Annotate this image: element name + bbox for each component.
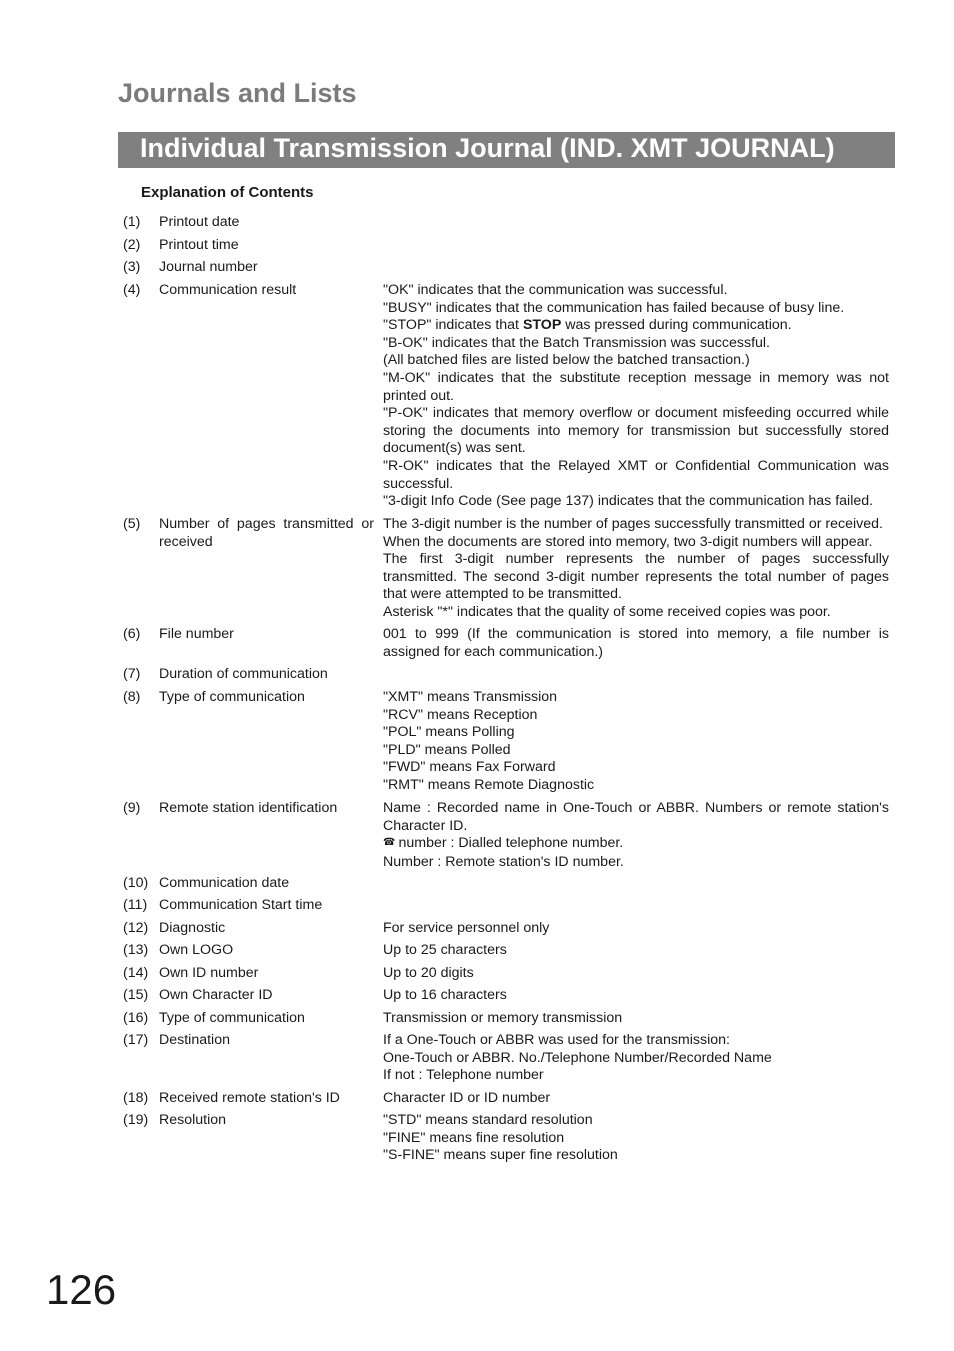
description-line [383,405,889,423]
text-run: successful. [383,475,454,492]
description-line [383,300,889,318]
description-line [383,476,889,494]
item-description [383,1010,889,1028]
text-run: storing the documents into memory for transmission but successfully stored [383,422,889,439]
text-run: Name : Recorded name in One-Touch or ABBR. Numbers or remote station's [383,800,889,816]
description-line [383,440,889,458]
section-title: Journals and Lists [118,78,357,108]
item-number: (19) [123,1112,149,1128]
text-run: "STD" means standard resolution [383,1112,593,1128]
item-number: (17) [123,1032,149,1048]
description-line [383,1032,889,1050]
text-run: "OK" indicates that the communication was successful. [383,282,728,298]
description-line [383,516,889,534]
text-run: "FINE" means fine resolution [383,1129,565,1146]
description-line [383,551,889,569]
item-description [383,965,889,983]
explanation-subheading: Explanation of Contents [141,184,314,201]
description-line [383,1130,889,1148]
item-number: (6) [123,626,141,642]
text-run: "PLD" means Polled [383,741,511,758]
description-line [383,370,889,388]
text-run: If not : Telephone number [383,1067,544,1084]
description-line [383,759,889,777]
item-number: (10) [123,875,149,891]
text-run: transmitted. The second 3-digit number represents the total number of pages [383,568,889,585]
description-line [383,742,889,760]
item-number: (1) [123,214,141,230]
description-line [383,1090,889,1108]
item-description [383,282,889,511]
text-run: Up to 20 digits [383,965,474,981]
description-line [383,282,889,300]
text-run: "R-OK" indicates that the Relayed XMT or Confidential Communication was [383,457,889,474]
description-line [383,352,889,370]
item-label: Remote station identification [159,800,338,816]
description-line [383,777,889,795]
text-run: "XMT" means Transmission [383,689,558,705]
description-line [383,835,889,854]
item-number: (11) [123,897,148,913]
item-description [383,1112,889,1165]
description-line [383,818,889,836]
description-line [383,1050,889,1068]
text-run: "P-OK" indicates that memory overflow or document misfeeding occurred while [383,405,889,422]
description-line [383,1112,889,1130]
text-run: "BUSY" indicates that the communication has failed because of busy line. [383,299,845,316]
text-run: Up to 25 characters [383,942,507,958]
item-description [383,1032,889,1085]
description-line [383,317,889,335]
text-run: Number : Remote station's ID number. [383,853,624,870]
item-number: (12) [123,920,149,936]
description-line [383,689,889,707]
item-label: Destination [159,1032,230,1048]
item-label: Printout date [159,214,240,230]
text-run: assigned for each communication.) [383,643,604,660]
description-line [383,586,889,604]
text-run: The first 3-digit number represents the number of pages successfully [383,551,889,568]
description-line [383,423,889,441]
description-line [383,534,889,552]
text-run: "B-OK" indicates that the Batch Transmission was successful. [383,334,770,351]
item-description [383,942,889,960]
text-run: When the documents are stored into memory, two 3-digit numbers will appear. [383,533,873,550]
item-label: Journal number [159,259,258,275]
description-line [383,724,889,742]
text-run: "3-digit Info Code (See page 137) indicates that the communication has failed. [383,493,874,510]
text-run: 001 to 999 (If the communication is stored into memory, a file number is [383,626,889,642]
text-run: Asterisk "*" indicates that the quality of some received copies was poor. [383,603,831,620]
description-line [383,458,889,476]
text-run: (All batched files are listed below the batched transaction.) [383,352,750,369]
item-number: (3) [123,259,141,275]
page-number: 126 [46,1266,117,1313]
item-number: (14) [123,965,149,981]
text-run: Character ID. [383,817,468,834]
item-label: Type of communication [159,1010,305,1026]
item-description [383,689,889,795]
description-line [383,942,889,960]
text-run: Up to 16 characters [383,987,507,1003]
text-run: document(s) was sent. [383,440,526,457]
text-run: printed out. [383,387,454,404]
item-label: Own LOGO [159,942,234,958]
item-label: Resolution [159,1112,227,1128]
text-run: "S-FINE" means super fine resolution [383,1147,618,1164]
text-run: "RMT" means Remote Diagnostic [383,776,595,793]
description-line [383,707,889,725]
description-line [383,1147,889,1165]
item-number: (9) [123,800,141,816]
item-number: (13) [123,942,149,958]
text-run: "RCV" means Reception [383,706,538,723]
item-number: (8) [123,689,141,705]
item-label: Own ID number [159,965,259,981]
item-number: (4) [123,282,141,298]
description-line [383,626,889,644]
item-label: Communication result [159,282,297,298]
item-label: Own Character ID [159,987,273,1003]
description-line [383,987,889,1005]
text-run: Character ID or ID number [383,1090,551,1106]
text-run: number : Dialled telephone number. [398,835,624,852]
item-label: Type of communication [159,689,305,705]
item-number: (2) [123,237,141,253]
description-line [383,920,889,938]
text-run: For service personnel only [383,920,550,936]
item-label: Duration of communication [159,666,328,682]
description-line [383,1010,889,1028]
text-run: One-Touch or ABBR. No./Telephone Number/Recorded Name [383,1049,772,1066]
item-number: (16) [123,1010,149,1026]
description-line [383,644,889,662]
text-run: Transmission or memory transmission [383,1010,623,1026]
item-description [383,920,889,938]
text-run: "POL" means Polling [383,724,515,741]
page-title: Individual Transmission Journal (IND. XMT JOURNAL) [140,133,835,163]
item-label: Communication Start time [159,897,323,913]
item-number: (7) [123,666,141,682]
item-number: (5) [123,516,141,532]
item-description [383,1090,889,1108]
text-run: The 3-digit number is the number of pages successfully transmitted or received. [383,516,883,532]
description-line [383,965,889,983]
item-label: Received remote station's ID [159,1090,340,1106]
item-description [383,987,889,1005]
description-line [383,604,889,622]
description-line [383,854,889,872]
text-run: "M-OK" indicates that the substitute reception message in memory was not [383,369,889,386]
item-description [383,626,889,661]
item-label: File number [159,626,234,642]
item-label: Printout time [159,237,239,253]
description-line [383,335,889,353]
item-label: Communication date [159,875,290,891]
item-description [383,800,889,871]
text-run: If a One-Touch or ABBR was used for the transmission: [383,1032,730,1048]
description-line [383,493,889,511]
item-description [383,516,889,622]
text-run: "FWD" means Fax Forward [383,759,556,776]
text-run: that were attempted to be transmitted. [383,586,622,603]
item-number: (15) [123,987,149,1003]
item-label: Diagnostic [159,920,226,936]
description-line [383,800,889,818]
text-run: "STOP" indicates that [383,317,523,334]
description-line [383,388,889,406]
text-run: was pressed during communication. [561,317,792,334]
description-line [383,569,889,587]
telephone-icon: ☎ [383,837,396,849]
description-line [383,1067,889,1085]
item-label: Number of pages transmitted or received [159,516,374,550]
item-number: (18) [123,1090,149,1106]
bold-key-name: STOP [522,317,562,334]
